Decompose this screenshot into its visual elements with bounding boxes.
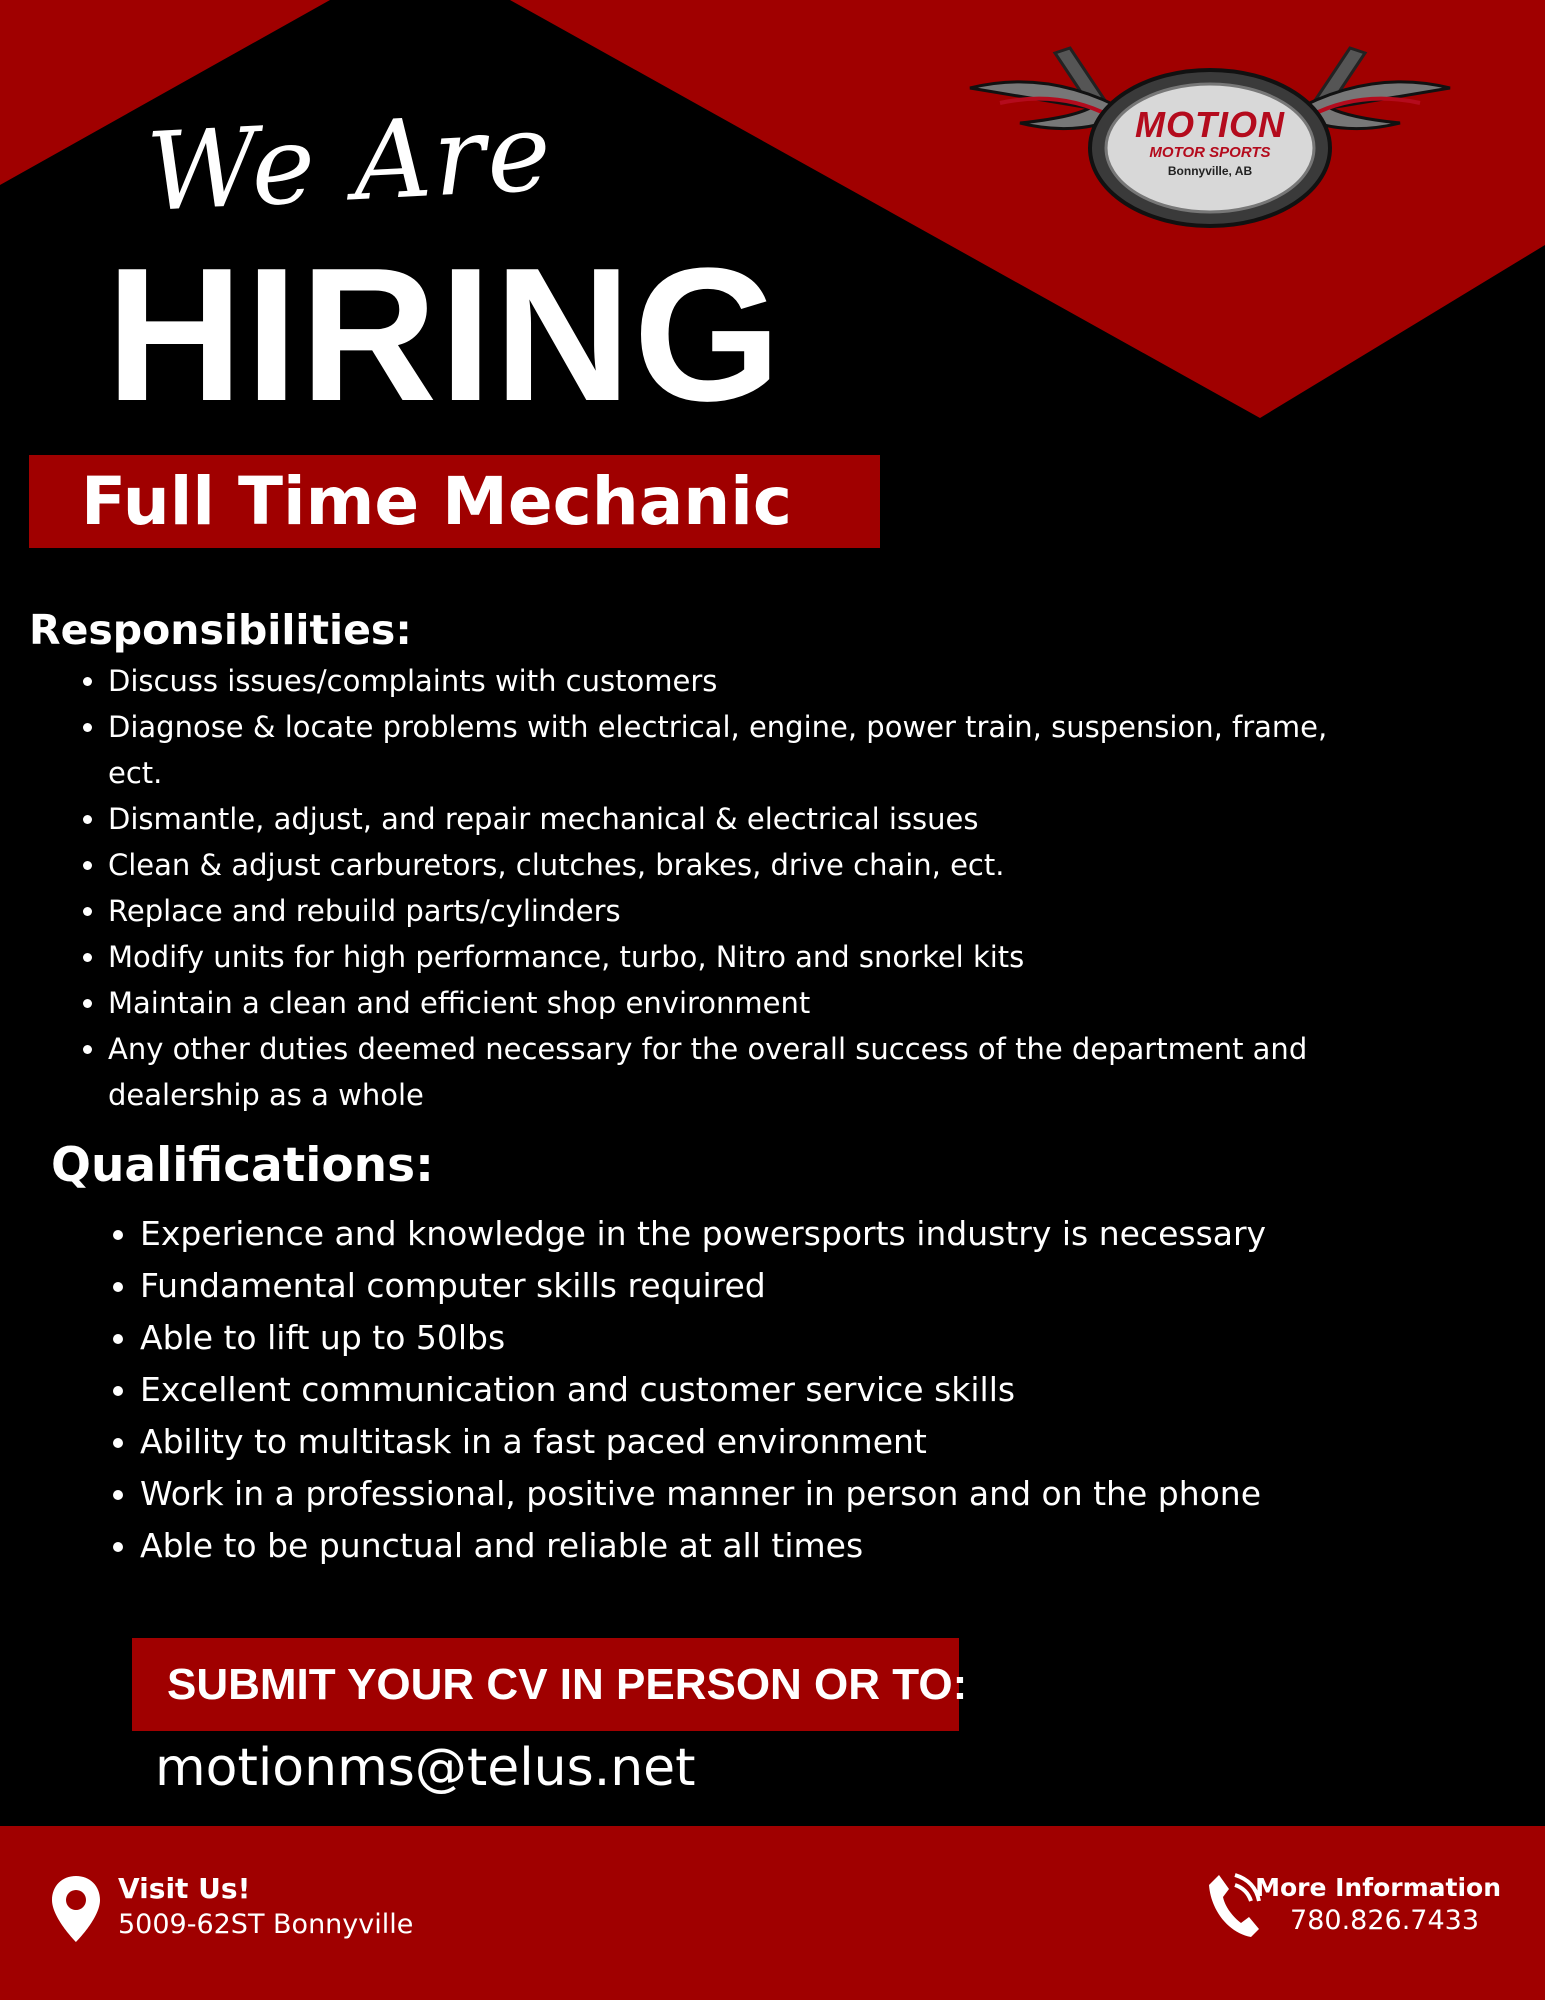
phone-icon bbox=[1205, 1871, 1261, 1941]
visit-label: Visit Us! bbox=[118, 1872, 251, 1905]
more-information-label: More Information bbox=[1255, 1873, 1501, 1902]
list-item: • Able to be punctual and reliable at all times bbox=[140, 1520, 1440, 1572]
list-item: • Diagnose & locate problems with electrical, engine, power train, suspension, frame, ect. bbox=[108, 704, 1368, 796]
list-item: • Ability to multitask in a fast paced environment bbox=[140, 1416, 1440, 1468]
job-title-banner bbox=[29, 455, 880, 548]
phone-number[interactable]: 780.826.7433 bbox=[1290, 1905, 1479, 1936]
logo-text bbox=[1110, 106, 1310, 180]
list-item: • Any other duties deemed necessary for the overall success of the department and dealership as a whole bbox=[108, 1026, 1368, 1118]
submit-cv-label: SUBMIT YOUR CV IN PERSON OR TO: bbox=[167, 1660, 968, 1709]
location-pin-icon bbox=[50, 1874, 102, 1944]
list-item: • Dismantle, adjust, and repair mechanical & electrical issues bbox=[108, 796, 1368, 842]
list-item: • Discuss issues/complaints with customers bbox=[108, 658, 1368, 704]
we-are-title: We Are bbox=[143, 89, 556, 236]
list-item: • Modify units for high performance, turbo, Nitro and snorkel kits bbox=[108, 934, 1368, 980]
list-item: • Maintain a clean and efficient shop environment bbox=[108, 980, 1368, 1026]
contact-email[interactable]: motionms@telus.net bbox=[155, 1738, 696, 1798]
logo-location: Bonnyville, AB bbox=[1167, 164, 1253, 178]
hiring-title: HIRING bbox=[106, 229, 783, 441]
list-item: • Fundamental computer skills required bbox=[140, 1260, 1440, 1312]
list-item: • Experience and knowledge in the powersports industry is necessary bbox=[140, 1208, 1440, 1260]
qualifications-list bbox=[0, 1208, 1440, 1572]
list-item: • Work in a professional, positive manner in person and on the phone bbox=[140, 1468, 1440, 1520]
qualifications-heading: Qualifications: bbox=[51, 1138, 434, 1193]
list-item: • Excellent communication and customer service skills bbox=[140, 1364, 1440, 1416]
list-item: • Clean & adjust carburetors, clutches, brakes, drive chain, ect. bbox=[108, 842, 1368, 888]
footer-bar bbox=[0, 1826, 1545, 2000]
logo-subtitle: MOTOR SPORTS bbox=[1149, 144, 1271, 161]
logo-brand: MOTION bbox=[1135, 104, 1285, 145]
list-item: • Replace and rebuild parts/cylinders bbox=[108, 888, 1368, 934]
list-item: • Able to lift up to 50lbs bbox=[140, 1312, 1440, 1364]
submit-cv-banner bbox=[132, 1638, 968, 1731]
responsibilities-list bbox=[0, 658, 1368, 1118]
address: 5009-62ST Bonnyville bbox=[118, 1909, 414, 1940]
job-title: Full Time Mechanic bbox=[81, 463, 792, 540]
responsibilities-heading: Responsibilities: bbox=[29, 606, 412, 654]
motion-motor-sports-logo bbox=[960, 28, 1460, 238]
